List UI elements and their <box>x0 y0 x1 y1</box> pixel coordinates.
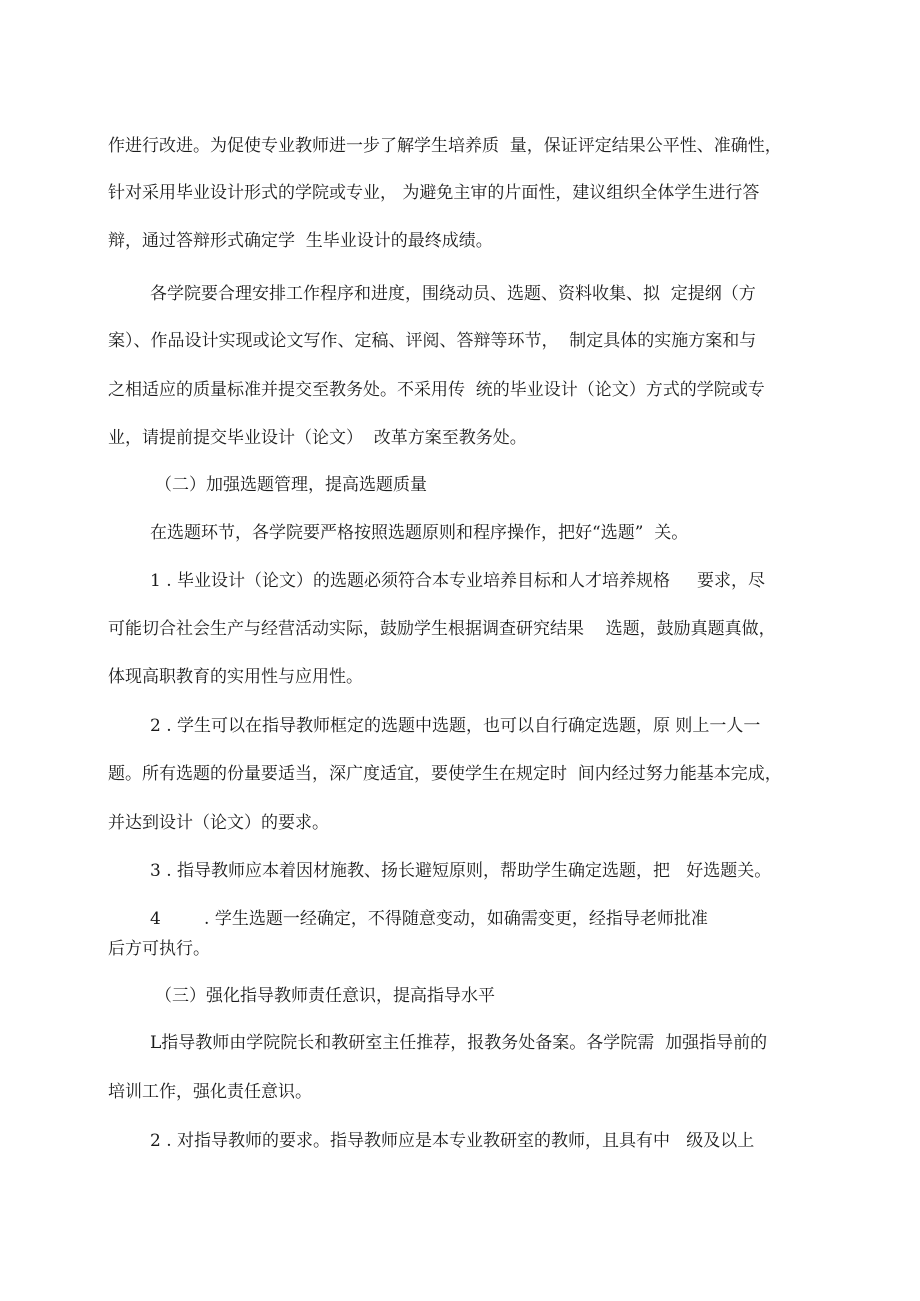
text-line-7: 业，请提前提交毕业设计（论文） 改革方案至教务处。 <box>108 428 527 448</box>
text-line-12: 体现高职教育的实用性与应用性。 <box>108 667 363 687</box>
text-line-22: 2 . 对指导教师的要求。指导教师应是本专业教研室的教师，且具有中 级及以上 <box>150 1131 755 1151</box>
section-heading-3: （三）强化指导教师责任意识，提高指导水平 <box>155 986 495 1006</box>
text-line-9: 在选题环节，各学院要严格按照选题原则和程序操作，把好“选题” 关。 <box>150 523 689 543</box>
text-line-17: 4 . 学生选题一经确定，不得随意变动，如确需变更，经指导老师批准 <box>150 909 708 929</box>
text-line-11: 可能切合社会生产与经营活动实际，鼓励学生根据调查研究结果 选题，鼓励真题真做， <box>108 619 776 639</box>
text-line-2: 针对采用毕业设计形式的学院或专业， 为避免主审的片面性，建议组织全体学生进行答 <box>108 183 760 203</box>
text-line-20: L指导教师由学院院长和教研室主任推荐，报教务处备案。各学院需 加强指导前的 <box>150 1033 768 1053</box>
text-line-6: 之相适应的质量标准并提交至教务处。不采用传 统的毕业设计（论文）方式的学院或专 <box>108 380 765 400</box>
text-line-21: 培训工作，强化责任意识。 <box>108 1082 312 1102</box>
text-line-3: 辩，通过答辩形式确定学 生毕业设计的最终成绩。 <box>108 231 493 251</box>
text-line-5: 案）、作品设计实现或论文写作、定稿、评阅、答辩等环节， 制定具体的实施方案和与 <box>108 331 757 351</box>
section-heading-2: （二）加强选题管理，提高选题质量 <box>155 475 427 495</box>
text-line-10: 1 . 毕业设计（论文）的选题必须符合本专业培养目标和人才培养规格 要求，尽 <box>150 571 766 591</box>
text-line-16: 3 . 指导教师应本着因材施教、扬长避短原则，帮助学生确定选题，把 好选题关。 <box>150 861 772 881</box>
text-line-18: 后方可执行。 <box>108 939 210 959</box>
text-line-4: 各学院要合理安排工作程序和进度，围绕动员、选题、资料收集、拟 定提纲（方 <box>150 284 756 304</box>
text-line-1: 作进行改进。为促使专业教师进一步了解学生培养质 量，保证评定结果公平性、准确性， <box>108 136 782 156</box>
text-line-13: 2 . 学生可以在指导教师框定的选题中选题，也可以自行确定选题，原 则上一人一 <box>150 716 761 736</box>
text-line-15: 并达到设计（论文）的要求。 <box>108 813 329 833</box>
text-line-14: 题。所有选题的份量要适当，深广度适宜，要使学生在规定时 间内经过努力能基本完成， <box>108 764 782 784</box>
